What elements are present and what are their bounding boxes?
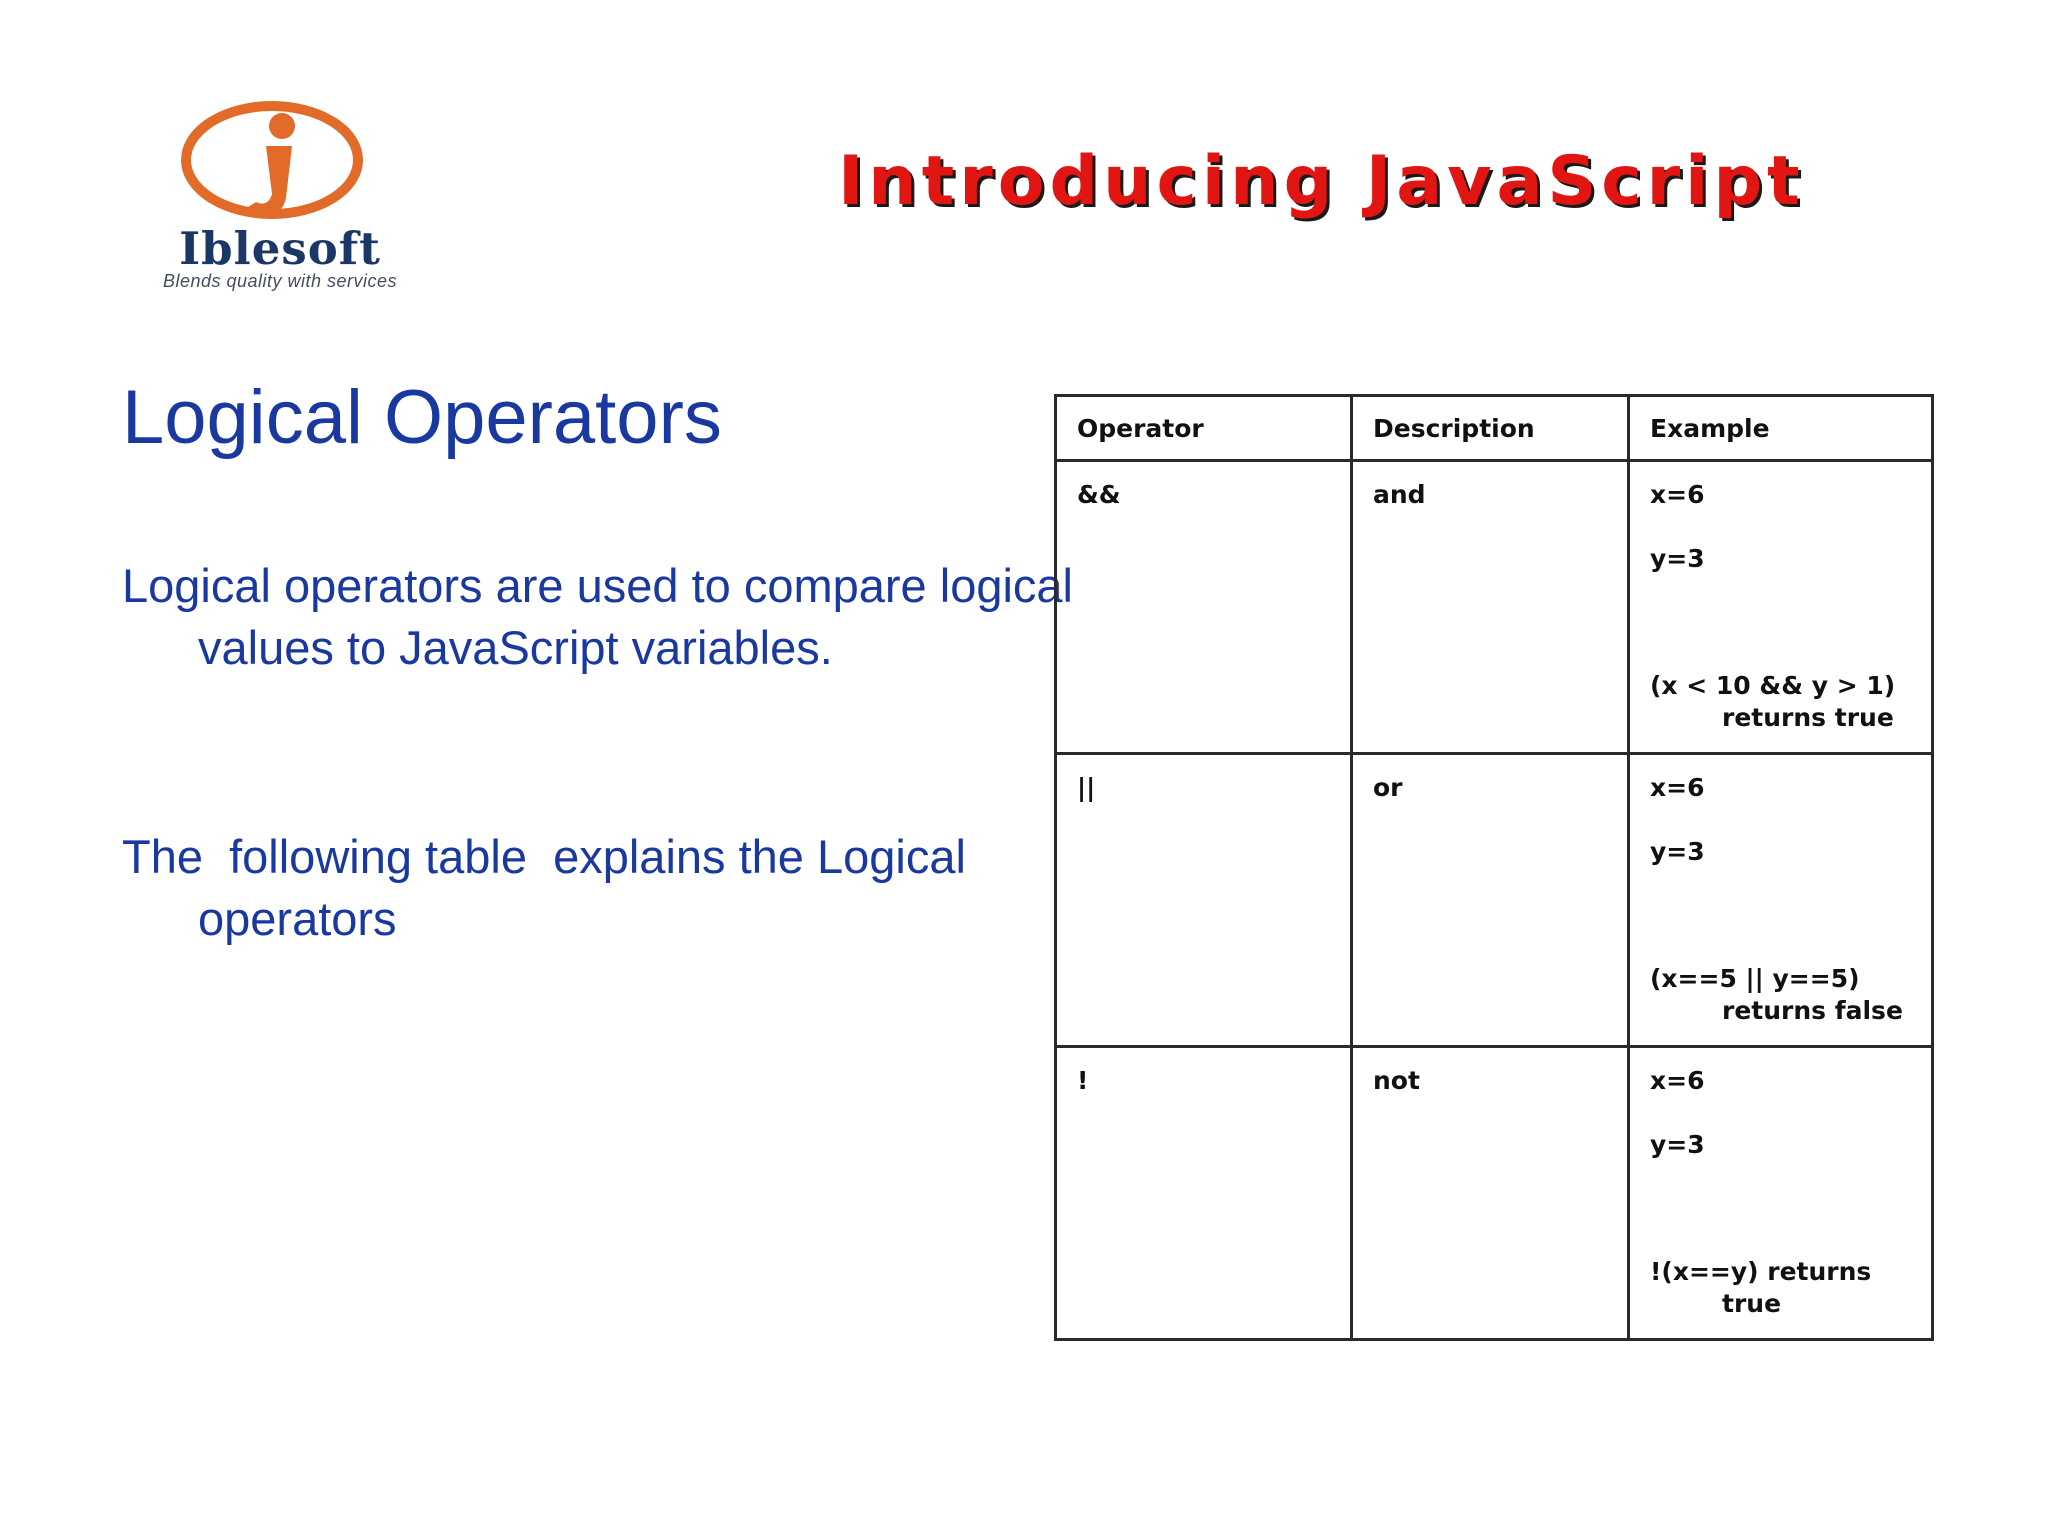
example-cell bbox=[1629, 461, 1933, 754]
table-row bbox=[1056, 1047, 1933, 1340]
logical-operators-table bbox=[1054, 394, 1934, 1341]
table-row bbox=[1056, 461, 1933, 754]
example-result: returns false bbox=[1722, 996, 1903, 1025]
example-y: y=3 bbox=[1650, 837, 1705, 866]
table-intro-paragraph: The following table explains the Logical operators bbox=[122, 830, 979, 945]
description-cell: and bbox=[1352, 461, 1629, 754]
logo-tagline: Blends quality with services bbox=[162, 271, 398, 291]
iblesoft-logo bbox=[110, 100, 450, 300]
example-cell bbox=[1629, 754, 1933, 1047]
header-example: Example bbox=[1629, 396, 1933, 461]
description-cell: not bbox=[1352, 1047, 1629, 1340]
example-y: y=3 bbox=[1650, 544, 1705, 573]
example-x: x=6 bbox=[1650, 1066, 1705, 1095]
example-x: x=6 bbox=[1650, 773, 1705, 802]
example-cell bbox=[1629, 1047, 1933, 1340]
header-description: Description bbox=[1352, 396, 1629, 461]
slide-title: Introducing JavaScript bbox=[838, 142, 1805, 221]
operator-cell: && bbox=[1056, 461, 1352, 754]
operator-cell: ! bbox=[1056, 1047, 1352, 1340]
example-result: returns true bbox=[1722, 703, 1894, 732]
description-cell: or bbox=[1352, 754, 1629, 1047]
example-y: y=3 bbox=[1650, 1130, 1705, 1159]
header-operator: Operator bbox=[1056, 396, 1352, 461]
table-header-row bbox=[1056, 396, 1933, 461]
iblesoft-i-icon bbox=[160, 100, 400, 228]
logo-name: Iblesoft bbox=[179, 222, 381, 275]
example-expression: (x < 10 && y > 1) bbox=[1650, 671, 1896, 700]
table-row bbox=[1056, 754, 1933, 1047]
section-heading: Logical Operators bbox=[122, 375, 722, 460]
operator-cell: || bbox=[1056, 754, 1352, 1047]
intro-paragraph: Logical operators are used to compare logical values to JavaScript variables. bbox=[122, 559, 1087, 674]
example-expression: !(x==y) returns bbox=[1650, 1257, 1872, 1286]
example-result: true bbox=[1722, 1289, 1782, 1318]
example-expression: (x==5 || y==5) bbox=[1650, 964, 1860, 993]
example-x: x=6 bbox=[1650, 480, 1705, 509]
